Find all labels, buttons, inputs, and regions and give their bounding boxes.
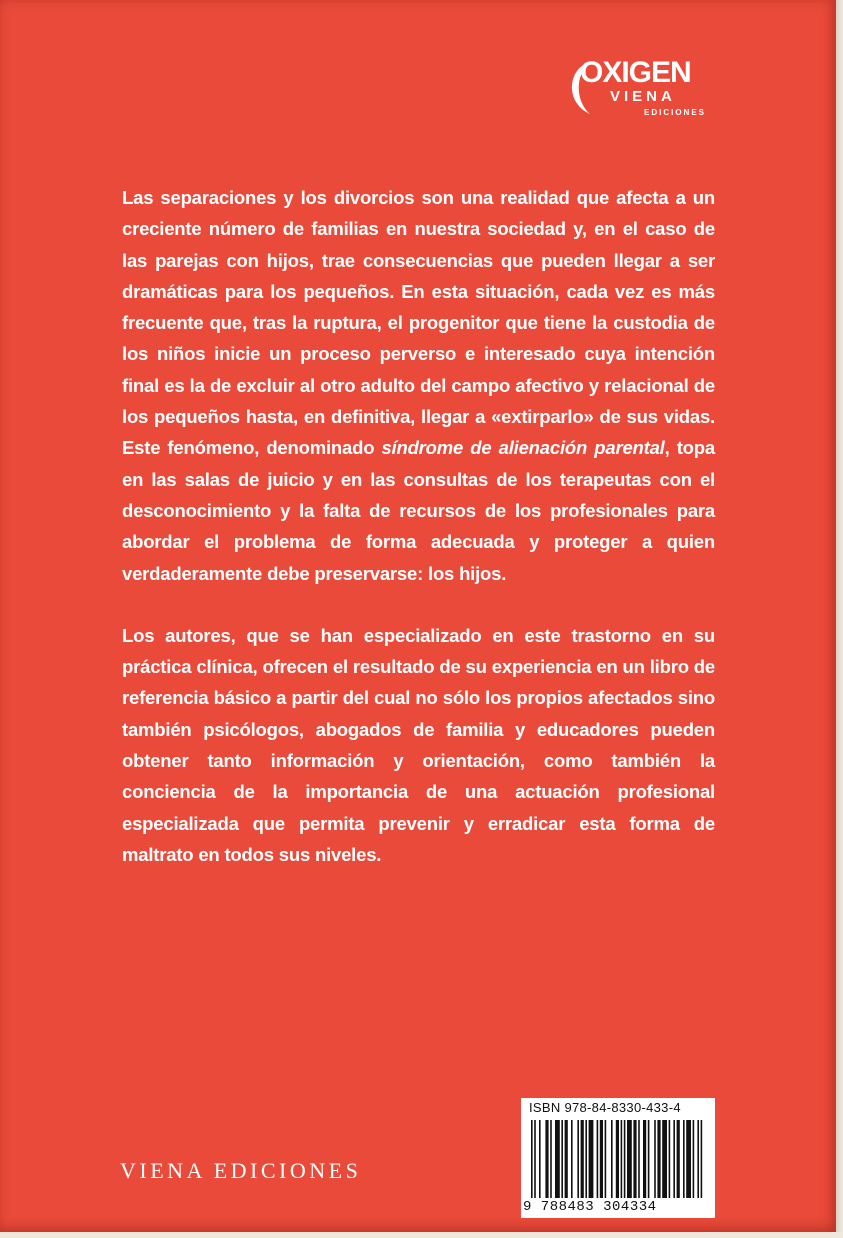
- blurb-paragraph-1-end: , topa en las salas de juicio y en las consultas de los terapeutas con el desconocimiento y la falta de recursos de los profesionales para abordar el problema de forma adecuada y proteger a quien verdaderamente debe preservarse: los hijos.: [122, 437, 715, 584]
- barcode: [521, 1098, 715, 1218]
- logo-oxigen-text: OXIGEN: [580, 56, 691, 89]
- back-cover-blurb: [122, 182, 715, 870]
- publisher-name: VIENA EDICIONES: [120, 1158, 362, 1183]
- page-edge-right: [836, 0, 843, 1238]
- barcode-digits: 9 788483 304334: [523, 1199, 657, 1215]
- blurb-paragraph-2: Los autores, que se han especializado en este trastorno en su práctica clínica, ofrecen el resultado de su experiencia en un libro de referencia básico a partir del cual no sólo los propios afectados sino también psicólogos, abogados de familia y educadores pueden obtener tanto información y orientación, como también la conciencia de la importancia de una actuación profesional especializada que permita prevenir y erradicar esta forma de maltrato en todos sus niveles.: [122, 624, 715, 865]
- page-edge-bottom: [0, 1232, 843, 1238]
- blurb-paragraph-1-text: Las separaciones y los divorcios son una realidad que afecta a un creciente número de familias en nuestra sociedad y, en el caso de las parejas con hijos, trae consecuencias que pueden llegar a ser dramáticas para los pequeños. En esta situación, cada vez es más frecuente que, tras la ruptura, el progenitor que tiene la custodia de los niños inicie un proceso perverso e interesado cuya intención final es la de excluir al otro adulto del campo afectivo y relacional de los pequeños hasta, en definitiva, llegar a «extirparlo» de sus vidas. Este fenómeno, denominado: [122, 187, 715, 459]
- publisher-logo: [560, 50, 730, 130]
- isbn-label: ISBN 978-84-8330-433-4: [529, 1100, 681, 1115]
- barcode-bars-icon: [531, 1120, 707, 1198]
- logo-ediciones-text: EDICIONES: [644, 108, 707, 117]
- blurb-italic-term: síndrome de alienación parental: [381, 437, 665, 459]
- blurb-paragraph-1: [122, 182, 715, 589]
- logo-viena-text: VIENA: [610, 88, 676, 105]
